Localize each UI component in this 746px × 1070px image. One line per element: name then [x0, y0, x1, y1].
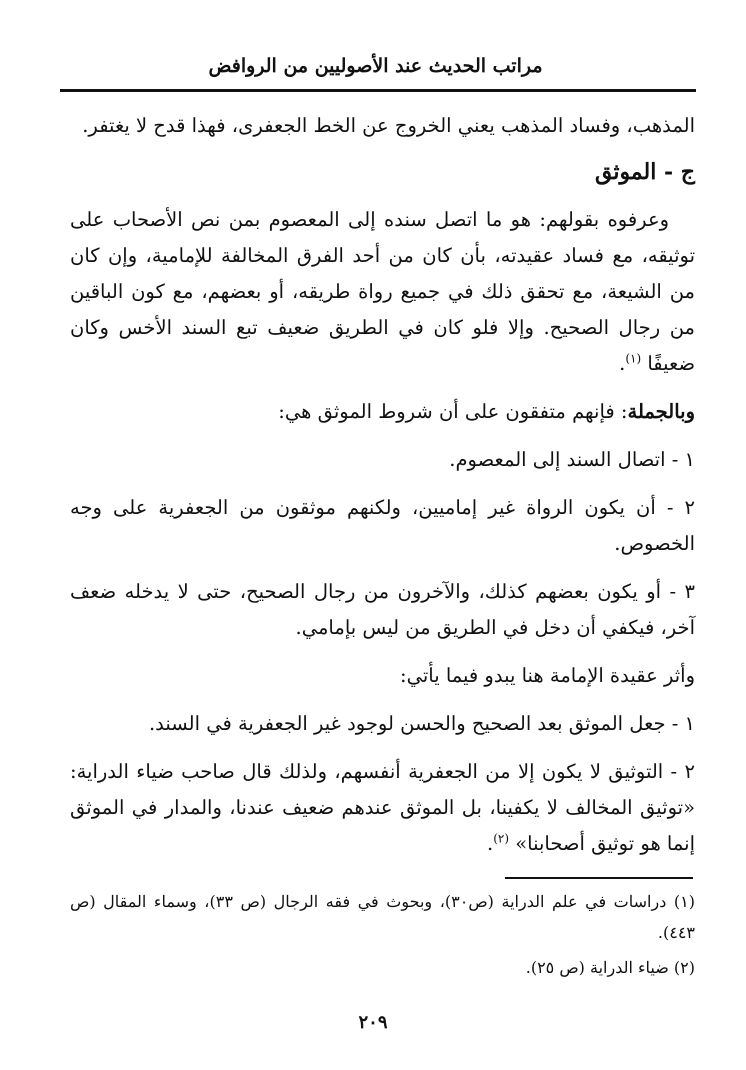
- condition-item: ١ - اتصال السند إلى المعصوم.: [449, 448, 695, 471]
- header-rule: [60, 89, 696, 92]
- footnote-rule: [505, 877, 693, 879]
- summary-lead: وبالجملة: [627, 400, 695, 423]
- effect-item: ١ - جعل الموثق بعد الصحيح والحسن لوجود غير الجعفرية في السند.: [148, 712, 695, 735]
- condition-item: ٣ - أو يكون بعضهم كذلك، والآخرون من رجال الصحيح، حتى لا يدخله ضعف آخر، فيكفي أن دخل في الطريق من ليس بإمامي.: [70, 580, 695, 639]
- section-heading: ج - الموثق: [594, 159, 695, 185]
- definition-end: .: [619, 352, 626, 375]
- footnote-1: (١) دراسات في علم الدراية (ص٣٠)، وبحوث في فقه الرجال (ص ٣٣)، وسماء المقال (ص ٤٤٣).: [70, 892, 696, 942]
- footnote-2: (٢) ضياء الدراية (ص ٢٥).: [525, 958, 695, 977]
- main-text: [70, 108, 695, 862]
- effect-intro: وأثر عقيدة الإمامة هنا يبدو فيما يأتي:: [400, 664, 695, 687]
- effect2-text: ٢ - التوثيق لا يكون إلا من الجعفرية أنفسهم، ولذلك قال صاحب ضياء الدراية: «توثيق المخالف لا يكفينا، بل الموثق عندهم ضعيف عندنا، والمدار في الموثق إنما هو توثيق أصحابنا»: [70, 760, 695, 855]
- page-number: ٢٠٩: [358, 1012, 388, 1033]
- condition-item: ٢ - أن يكون الرواة غير إماميين، ولكنهم موثقون من الجعفرية على وجه الخصوص.: [70, 496, 695, 555]
- running-header: مراتب الحديث عند الأصوليين من الروافض: [208, 55, 543, 77]
- summary-paragraph: [70, 394, 695, 430]
- intro-paragraph: المذهب، وفساد المذهب يعني الخروج عن الخط الجعفرى، فهذا قدح لا يغتفر.: [82, 114, 695, 137]
- definition-paragraph: [70, 202, 695, 382]
- footnote-ref-2: (٢): [493, 831, 510, 846]
- footnotes: [70, 886, 695, 983]
- footnote-ref-1: (١): [625, 351, 642, 366]
- summary-rest: : فإنهم متفقون على أن شروط الموثق هي:: [278, 400, 628, 423]
- effect2-end: .: [486, 832, 494, 855]
- definition-text: وعرفوه بقولهم: هو ما اتصل سنده إلى المعصوم بمن نص الأصحاب على توثيقه، مع فساد عقيدته، بأن كان من أحد الفرق المخالفة للإمامية، وإن كان من الشيعة، مع تحقق ذلك في جميع رواة طريقه، أو بعضهم، مع كون الباقين من رجال الصحيح. وإلا فلو كان في الطريق ضعيف تبع السند الأخس وكان ضعيفًا: [70, 208, 695, 375]
- effect-item: [70, 754, 695, 862]
